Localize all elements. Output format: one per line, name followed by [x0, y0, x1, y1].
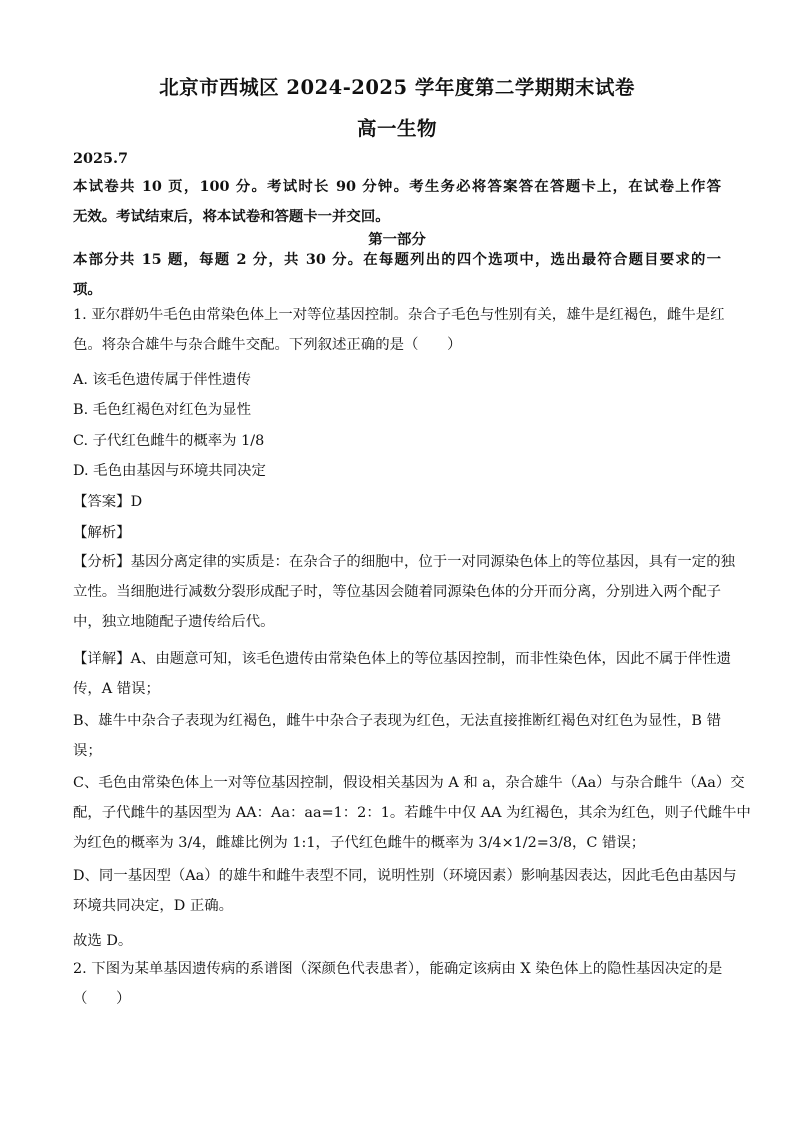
exam-title: 北京市西城区 2024-2025 学年度第二学期期末试卷	[159, 76, 635, 99]
detail-line: 为红色的概率为 3/4，雌雄比例为 1:1，子代红色雌牛的概率为 3/4×1/2=3/8，C 错误；	[73, 835, 646, 851]
detail-line: 【详解】A、由题意可知，该毛色遗传由常染色体上的等位基因控制，而非性染色体，因此不属于伴性遗	[73, 651, 731, 667]
exam-date: 2025.7	[73, 150, 129, 167]
analysis	[73, 547, 735, 637]
stem-line: 色。将杂合雄牛与杂合雌牛交配。下列叙述正确的是（ ）	[73, 337, 462, 353]
detail-d	[73, 861, 737, 921]
explanation-label: 【解析】	[73, 525, 131, 541]
analysis-line: 【分析】基因分离定律的实质是：在杂合子的细胞中，位于一对同源染色体上的等位基因，具有一定的独	[73, 554, 735, 570]
answer: 【答案】D	[73, 494, 143, 510]
subject-title: 高一生物	[356, 117, 437, 140]
question-1-stem	[73, 300, 725, 360]
conclusion: 故选 D。	[73, 933, 133, 949]
notice-line: 无效。考试结束后，将本试卷和答题卡一并交回。	[73, 208, 390, 225]
stem-line: 1. 亚尔群奶牛毛色由常染色体上一对等位基因控制。杂合子毛色与性别有关，雄牛是红褐色，雌牛是红	[73, 307, 725, 323]
intro-line: 本部分共 15 题，每题 2 分，共 30 分。在每题列出的四个选项中，选出最符合题目要求的一	[73, 251, 721, 268]
detail-line: D、同一基因型（Aa）的雄牛和雌牛表型不同，说明性别（环境因素）影响基因表达，因此毛色由基因与	[73, 868, 737, 884]
intro-line: 项。	[73, 281, 102, 298]
part-intro	[73, 245, 721, 305]
detail-line: 误；	[73, 743, 102, 759]
detail-a	[73, 644, 731, 704]
question-2-stem	[73, 954, 721, 1014]
stem-line: （ ）	[73, 991, 131, 1007]
option-a: A. 该毛色遗传属于伴性遗传	[73, 372, 251, 388]
analysis-line: 立性。当细胞进行减数分裂形成配子时，等位基因会随着同源染色体的分开而分离，分别进入两个配子	[73, 584, 721, 600]
stem-line: 2. 下图为某单基因遗传病的系谱图（深颜色代表患者），能确定该病由 X 染色体上的隐性基因决定的是	[73, 961, 723, 977]
detail-line: 环境共同决定，D 正确。	[73, 898, 234, 914]
option-b: B. 毛色红褐色对红色为显性	[73, 402, 252, 418]
analysis-line: 中，独立地随配子遗传给后代。	[73, 614, 275, 630]
exam-notice	[73, 172, 721, 232]
notice-line: 本试卷共 10 页，100 分。考试时长 90 分钟。考生务必将答案答在答题卡上，在试卷上作答	[73, 178, 721, 195]
part-heading: 第一部分	[368, 231, 426, 248]
detail-line: 配，子代雌牛的基因型为 AA：Aa：aa=1：2：1。若雌牛中仅 AA 为红褐色，其余为红色，则子代雌牛中	[73, 805, 751, 821]
option-c: C. 子代红色雌牛的概率为 1/8	[73, 433, 265, 449]
detail-b	[73, 706, 721, 766]
detail-line: B、雄牛中杂合子表现为红褐色，雌牛中杂合子表现为红色，无法直接推断红褐色对红色为显性，B 错	[73, 713, 721, 729]
detail-line: 传，A 错误；	[73, 681, 160, 697]
detail-c	[73, 768, 751, 858]
option-d: D. 毛色由基因与环境共同决定	[73, 463, 266, 479]
detail-line: C、毛色由常染色体上一对等位基因控制，假设相关基因为 A 和 a，杂合雄牛（Aa）与杂合雌牛（Aa）交	[73, 775, 745, 791]
